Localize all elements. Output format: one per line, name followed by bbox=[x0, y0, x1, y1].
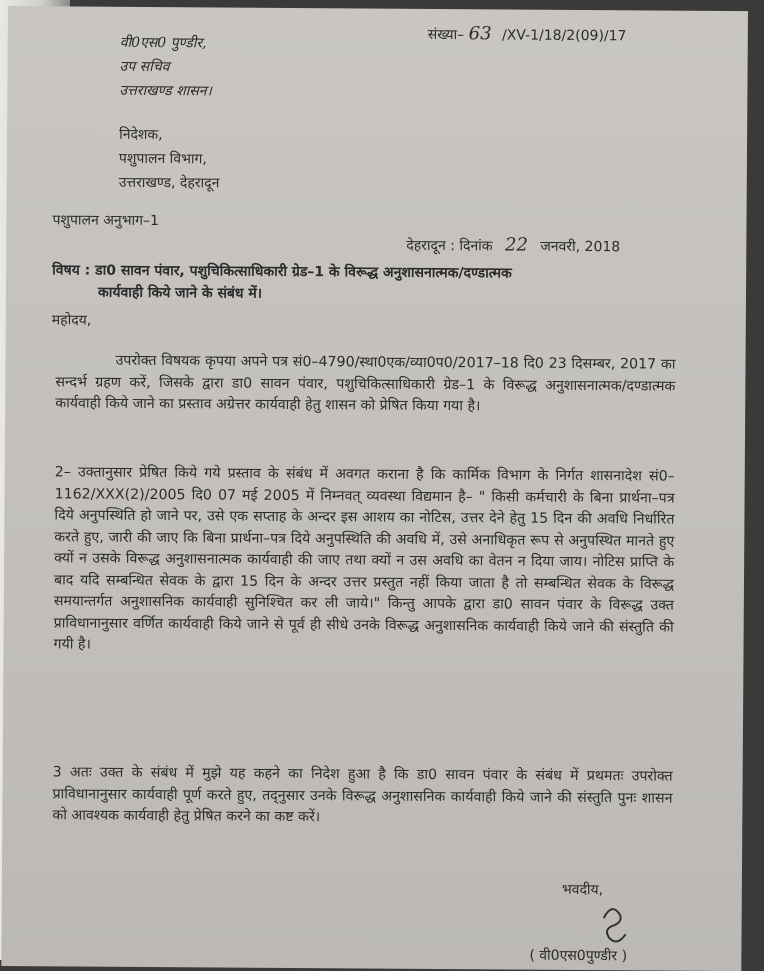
letter-page bbox=[1, 6, 748, 971]
section-name: पशुपालन अनुभाग–1 bbox=[52, 212, 160, 230]
salutation: महोदय, bbox=[51, 312, 92, 329]
reference-issue-number: 63 bbox=[468, 23, 492, 45]
reference-prefix: संख्या– bbox=[427, 26, 465, 44]
sender-name: वी0एस0 पुण्डीर, bbox=[119, 34, 207, 52]
paragraph-3: 3 अतः उक्त के संबंध में मुझे यह कहने का निदेश हुआ है कि डा0 सावन पंवार के संबंध में प्रथमतः उपरोक्त प्राविधानानुसार कार्यवाही पूर्ण करते हुए, तद्नुसार उनके विरूद्ध अनुशासनिक कार्यवाही किये जाने की संस्तुति पुनः शासन को आवश्यक कार्यवाही हेतु प्रेषित करने का कष्ट करें। bbox=[52, 764, 673, 826]
reference-number bbox=[428, 23, 627, 45]
signatory-name: ( वी0एस0पुण्डीर ) bbox=[529, 947, 628, 965]
recipient-title: निदेशक, bbox=[119, 126, 163, 144]
letter-date bbox=[406, 235, 620, 257]
subject-line-1: विषय : डा0 सावन पंवार, पशुचिकित्साधिकारी ग्रेड–1 के विरूद्ध अनुशासनात्मक/दण्डात्मक bbox=[52, 262, 512, 282]
subject-line-2: कार्यवाही किये जाने के संबंध में। bbox=[97, 284, 263, 302]
recipient-location: उत्तराखण्ड, देहरादून bbox=[118, 174, 220, 192]
reference-code: /XV-1/18/2(09)/17 bbox=[501, 27, 627, 45]
recipient-department: पशुपालन विभाग, bbox=[118, 150, 207, 168]
sender-designation: उप सचिव bbox=[119, 58, 170, 76]
closing: भवदीय, bbox=[561, 881, 604, 899]
paragraph-1: उपरोक्त विषयक कृपया अपने पत्र सं0–4790/स्था0एक/व्या0प0/2017–18 दि0 23 दिसम्बर, 2017 का सन्दर्भ ग्रहण करें, जिसके द्वारा डा0 सावन पंवार, पशुचिकित्साधिकारी ग्रेड–1 के विरूद्ध अनुशासनात्मक/दण्डात्मक कार्यवाही किये जाने का प्रस्ताव अग्रेत्तर कार्यवाही हेतु शासन को प्रेषित किया गया है। bbox=[55, 352, 676, 415]
signature-mark bbox=[581, 900, 641, 950]
date-day: 22 bbox=[504, 234, 529, 256]
paragraph-2: 2– उक्तानुसार प्रेषित किये गये प्रस्ताव के संबंध में अवगत कराना है कि कार्मिक विभाग के निर्गत शासनादेश सं0–1162/XXX(2)/2005 दि0 07 मई 2005 में निम्नवत् व्यवस्था विद्यमान है– " किसी कर्मचारी के बिना प्रार्थना–पत्र दिये अनुपस्थिति हो जाने पर, उसे एक सप्ताह के अन्दर इस आशय का नोटिस, उत्तर देने हेतु 15 दिन की अवधि निर्धारित करते हुए, जारी की जाए कि बिना प्रार्थना–पत्र दिये अनुपस्थिति की अवधि में, उसे अनाधिकृत रूप से अनुपस्थित मानते हुए क्यों न उसके विरूद्ध अनुशासनात्मक कार्यवाही की जाए तथा क्यों न उस अवधि का वेतन न दिया जाय। नोटिस प्राप्ति के बाद यदि सम्बन्धित सेवक के द्वारा 15 दिन के अन्दर उत्तर प्रस्तुत नहीं किया जाता है तो सम्बन्धित सेवक के विरूद्ध समयान्तर्गत अनुशासनिक कार्यवाही सुनिश्चित कर ली जाये।" किन्तु आपके द्वारा डा0 सावन पंवार के विरूद्ध उक्त प्राविधानानुसार वर्णित कार्यवाही किये जाने से पूर्व ही सीधे उनके विरूद्ध अनुशासनिक कार्यवाही किये जाने की संस्तुति की गयी है। bbox=[53, 464, 675, 653]
date-month-year: जनवरी, 2018 bbox=[540, 238, 621, 256]
date-prefix: देहरादून : दिनांक bbox=[406, 237, 493, 255]
sender-office: उत्तराखण्ड शासन। bbox=[119, 82, 212, 100]
